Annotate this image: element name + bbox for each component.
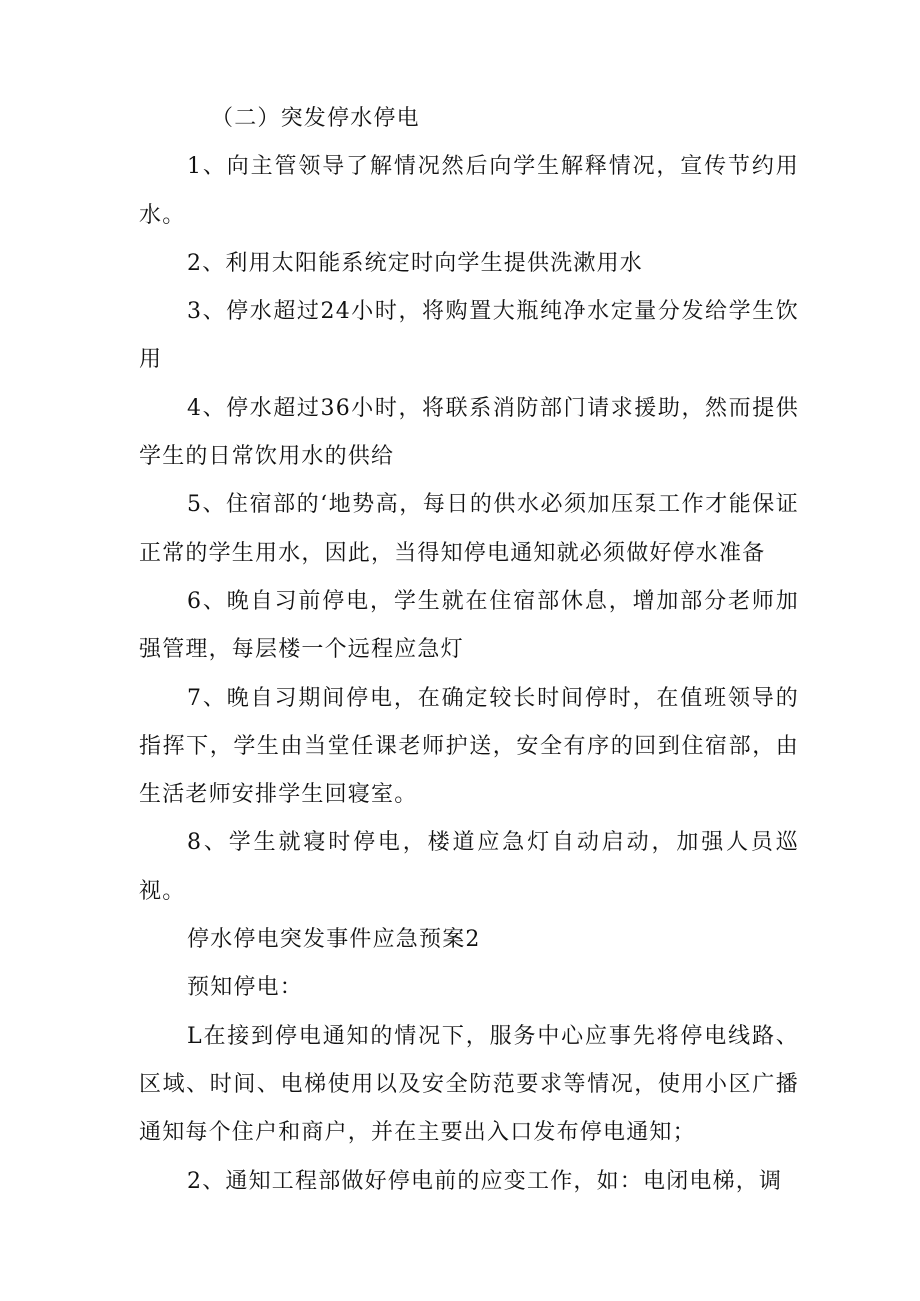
- paragraph: 2、利用太阳能系统定时向学生提供洗漱用水: [187, 250, 643, 276]
- paragraph: 7、晚自习期间停电，在确定较长时间停时，在值班领导的指挥下，学生由当堂任课老师护送，安全有序的回到住宿部，由生活老师安排学生回寝室。: [139, 685, 799, 808]
- paragraph: 4、停水超过36小时，将联系消防部门请求援助，然而提供学生的日常饮用水的供给: [139, 395, 799, 470]
- paragraph: L在接到停电通知的情况下，服务中心应事先将停电线路、区域、时间、电梯使用以及安全防范要求等情况，使用小区广播通知每个住户和商户，并在主要出入口发布停电通知；: [139, 1023, 799, 1146]
- plan-title: 停水停电突发事件应急预案2: [187, 927, 481, 953]
- paragraph: 8、学生就寝时停电，楼道应急灯自动启动，加强人员巡视。: [139, 830, 799, 904]
- section-heading: （二）突发停水停电: [211, 106, 420, 131]
- document-body: [139, 95, 799, 1206]
- paragraph: 1、向主管领导了解情况然后向学生解释情况，宣传节约用水。: [139, 154, 799, 228]
- subheading: 预知停电：: [187, 975, 304, 1001]
- paragraph: 5、住宿部的‘地势高，每日的供水必须加压泵工作才能保证正常的学生用水，因此，当得知停电通知就必须做好停水准备: [139, 492, 799, 566]
- paragraph: 2、通知工程部做好停电前的应变工作，如：电闭电梯，调: [187, 1168, 783, 1194]
- paragraph: 3、停水超过24小时，将购置大瓶纯净水定量分发给学生饮用: [139, 299, 799, 373]
- paragraph: 6、晚自习前停电，学生就在住宿部休息，增加部分老师加强管理，每层楼一个远程应急灯: [139, 588, 799, 663]
